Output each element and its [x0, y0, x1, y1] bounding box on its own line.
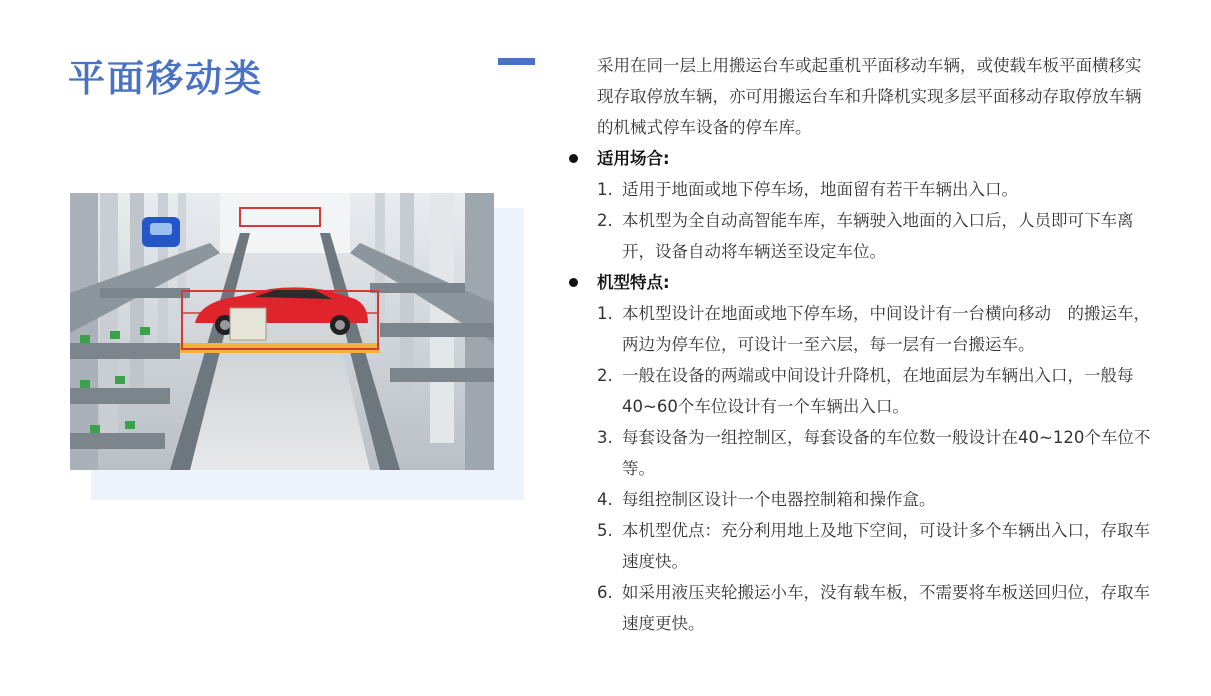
list-item: [597, 298, 1157, 360]
bullet-dot-icon: [569, 154, 578, 163]
list-item-text: 如采用液压夹轮搬运小车，没有载车板，不需要将车板送回归位，存取车速度更快。: [622, 583, 1150, 633]
list-item-number: 1.: [597, 304, 613, 323]
list-item: [597, 205, 1157, 267]
section-heading: [597, 267, 1157, 298]
section-heading: [597, 143, 1157, 174]
intro-paragraph: 采用在同一层上用搬运台车或起重机平面移动车辆，或使载车板平面横移实现存取停放车辆，亦可用搬运台车和升降机实现多层平面移动存取停放车辆的机械式停车设备的停车库。: [597, 56, 1142, 137]
list-item: [597, 422, 1157, 484]
list-item-text: 本机型优点：充分利用地上及地下空间，可设计多个车辆出入口，存取车速度快。: [622, 521, 1150, 571]
section-applicable: [597, 143, 1157, 267]
list-item-text: 本机型为全自动高智能车库，车辆驶入地面的入口后，人员即可下车离开，设备自动将车辆送至设定车位。: [622, 211, 1134, 261]
list-item: [597, 577, 1157, 639]
list-item-text: 本机型设计在地面或地下停车场，中间设计有一台横向移动 的搬运车，两边为停车位，可设计一至六层，每一层有一台搬运车。: [622, 304, 1150, 354]
list-item-number: 2.: [597, 366, 613, 385]
list-item-number: 6.: [597, 583, 613, 602]
list-item-number: 3.: [597, 428, 613, 447]
page-title: 平面移动类: [68, 57, 263, 100]
list-item-text: 一般在设备的两端或中间设计升降机，在地面层为车辆出入口，一般每40~60个车位设计有一个车辆出入口。: [622, 366, 1134, 416]
list-item-text: 适用于地面或地下停车场，地面留有若干车辆出入口。: [622, 180, 1018, 199]
list-item-text: 每组控制区设计一个电器控制箱和操作盒。: [622, 490, 936, 509]
bullet-dot-icon: [569, 278, 578, 287]
list-item: [597, 484, 1157, 515]
section-features: [597, 267, 1157, 639]
list-item-number: 1.: [597, 180, 613, 199]
list-item-number: 4.: [597, 490, 613, 509]
list-item: [597, 174, 1157, 205]
text-column: [597, 50, 1157, 639]
parking-garage-illustration: [70, 193, 494, 470]
title-accent-bar: [498, 58, 535, 65]
list-item: [597, 360, 1157, 422]
section-heading-label: 适用场合:: [597, 149, 670, 168]
list-item-text: 每套设备为一组控制区，每套设备的车位数一般设计在40~120个车位不等。: [622, 428, 1151, 478]
list-item-number: 5.: [597, 521, 613, 540]
list-item: [597, 515, 1157, 577]
section-heading-label: 机型特点:: [597, 273, 670, 292]
list-item-number: 2.: [597, 211, 613, 230]
